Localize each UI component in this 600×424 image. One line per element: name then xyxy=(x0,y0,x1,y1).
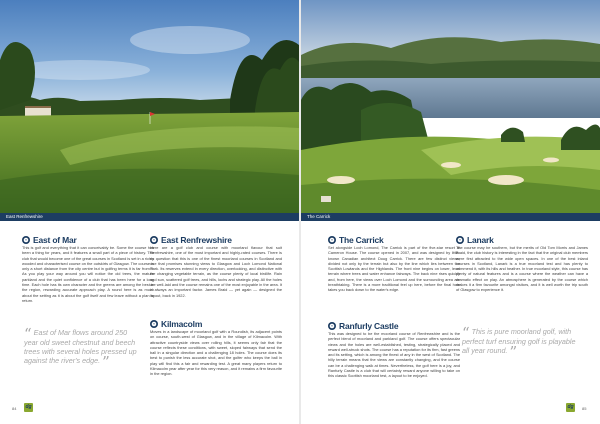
magazine-logo-right: dg xyxy=(567,404,574,410)
course-body: Here are a golf club and course with moorland flavour that suit Renfrewshire, one of the most important and highly-rated courses. There is no question that this is one of the finest moorland courses in Scotland and one that promises stunning views to Glasgow and Loch Lomond National Park. Its reserves extend in every direction, overlooking, and distinctive with the changing vegetable terrain, as the course plenty of local birdlife. Rain and sun, scattered golf trees, and hills, lochs and strategic play. All the holes are well-laid and the course remains one of the most enjoyable in the area. It is always an important factor. James Braid — yet again — designed the layout, back in 1922. xyxy=(150,245,282,298)
photo-caption-left: East Renfrewshire xyxy=(0,213,299,221)
course-title: Lanark xyxy=(467,234,494,245)
golf-ball-icon xyxy=(456,236,464,244)
course-body: This is golf and everything that it can conceivably be. Some the course has been a thing for years, and it features a small part of a piece of history. The club that would become one of the great courses in Scotland is set in a richly wooded and characterised course on the outskirts of Glasgow. The course is only a short distance from the city centre but in golfing terms it is far from it. As you play your way around you will notice the old trees, the mature parkland and the quiet confidence of a club that has been here for a long time. Each hole has its own character and the greens are among the best in the region, rewarding accurate approach play. A round here is as much about the setting as it is about the golf itself and few leave without a plan to return. xyxy=(22,245,154,303)
magazine-logo-left: dg xyxy=(25,404,32,410)
page-number-right: 85 xyxy=(582,406,587,411)
pull-quote-text: East of Mar flows around 250 year old sweet chestnut and beech trees with several holes pressed up against the river's edge. xyxy=(24,328,137,366)
article-ranfurly-castle xyxy=(328,321,460,379)
photo-caption-right: The Carrick xyxy=(301,213,600,221)
page-number-left: 84 xyxy=(12,406,17,411)
course-title: The Carrick xyxy=(339,234,384,245)
golf-ball-icon xyxy=(150,236,158,244)
golf-ball-icon xyxy=(22,236,30,244)
course-body: Set alongside Loch Lomond, The Carrick is part of the five-star resort at Cameron House. The course opened in 2007, and was designed by little-known Canadian architect Doug Carrick. There are few distinct views, divided not only by the terrain but also by the line which lies between the Scottish Lowlands and the Highlands. The front nine begins on lower, level terrain where trees and water enhance fairways. The back nine rises quickly and, from here, the views over Loch Lomond and the surrounding area are breathtaking. There is a more traditional feel up here, before the final hole takes you back down to the water's edge. xyxy=(328,245,460,293)
golf-ball-icon xyxy=(328,236,336,244)
article-east-renfrewshire xyxy=(150,235,282,298)
article-lanark xyxy=(456,235,588,293)
pull-quote-text: This is pure moorland golf, with perfect turf ensuring golf is playable all year round. xyxy=(462,327,576,356)
photo-the-carrick xyxy=(301,0,600,213)
golf-ball-icon xyxy=(150,320,158,328)
open-quote-icon: “ xyxy=(24,325,32,343)
article-the-carrick xyxy=(328,235,460,293)
close-quote-icon: ” xyxy=(102,353,110,372)
pull-quote-right xyxy=(462,324,582,362)
pull-quote-left xyxy=(24,325,140,372)
course-body: Moves in a landscape of moorland golf with a Roundish, its adjacent points on course, south-west of Glasgow, and in the village of Kilmacolm. With attractive countryside views over rolling hills, it seems only fair that the course reflects these conditions, with sweet, sloped fairways that send the ball in a singular direction and a challenging 18 holes. The course does its best to punish the less accurate shot, and the golfer who keeps the ball in play will find this a fair and rewarding test. A great many players return to Kilmacolm year after year for this very reason, and it remains a firm favourite in the region. xyxy=(150,329,282,377)
course-title: East of Mar xyxy=(33,234,77,245)
course-title: East Renfrewshire xyxy=(161,234,232,245)
course-title: Kilmacolm xyxy=(161,318,203,329)
page-gutter xyxy=(299,0,301,424)
golf-ball-icon xyxy=(328,322,336,330)
article-kilmacolm xyxy=(150,319,282,377)
photo-east-renfrewshire xyxy=(0,0,299,213)
article-east-of-mar xyxy=(22,235,154,303)
course-body: This was designed to be the moorland course of Renfrewshire and is the perfect blend of moorland and parkland golf. The course offers spectacular views and the holes are well-established, testing, strategically placed and reward well-struck shots. The course has a reputation for its firm, fast greens and its setting, which is among the finest of any in the west of Scotland. The hilly terrain means that the views are constantly changing, and the course can be a challenging walk at times. Nevertheless, the golf here is a joy, and Ranfurly Castle is a club that will certainly reward anyone willing to take on this classic Scottish moorland test, a layout to be enjoyed. xyxy=(328,331,460,379)
close-quote-icon: ” xyxy=(509,343,518,362)
open-quote-icon: “ xyxy=(462,324,470,342)
course-body: The course may be southern, but the merits of Old Tom Morris and James Braid, the club history is interesting in the fact that the original club members were first attracted to the wide open spaces. In one of the best inland courses in Scotland, Lanark is a true moorland test and has plenty to commend it, with its hills and heather. In true moorland style, this course has plenty of natural features and is a course where the weather can have a dramatic effect on play. An atmosphere is generated by the course which makes it a firm favourite amongst visitors, and it is well worth the trip south of Glasgow to experience it. xyxy=(456,245,588,293)
course-title: Ranfurly Castle xyxy=(339,320,399,331)
